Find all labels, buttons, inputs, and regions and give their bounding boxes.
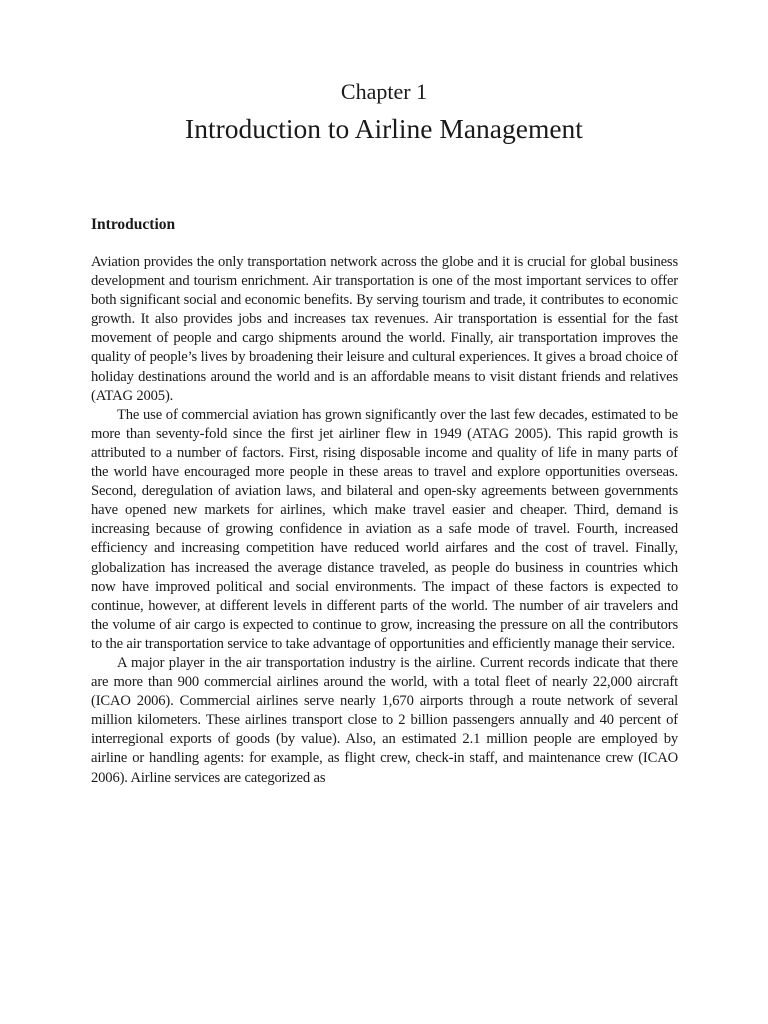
section-heading: Introduction xyxy=(91,216,176,233)
paragraph-1: Aviation provides the only transportation network across the globe and it is crucial for global business development and tourism enrichment. Air transportation is one of the most important services to offer both significant social and economic benefits. By serving tourism and trade, it contributes to economic growth. It also provides jobs and increases tax revenues. Air transportation is essential for the fast movement of people and cargo shipments around the world. Finally, air transportation improves the quality of people’s lives by broadening their leisure and cultural experiences. It gives a broad choice of holiday destinations around the world and is an affordable means to visit distant friends and relatives (ATAG 2005). xyxy=(91,254,678,404)
chapter-title: Introduction to Airline Management xyxy=(185,113,583,144)
paragraph-3: A major player in the air transportation industry is the airline. Current records indicate that there are more than 900 commercial airlines around the world, with a total fleet of nearly 22,000 aircraft (ICAO 2006). Commercial airlines serve nearly 1,670 airports through a route network of several million kilometers. These airlines transport close to 2 billion passengers annually and 40 percent of interregional exports of goods (by value). Also, an estimated 2.1 million people are employed by airline or handling agents: for example, as flight crew, check-in staff, and maintenance crew (ICAO 2006). Airline services are categorized as xyxy=(91,654,678,786)
paragraph-2: The use of commercial aviation has grown significantly over the last few decades, estimated to be more than seventy-fold since the first jet airliner flew in 1949 (ATAG 2005). This rapid growth is attributed to a number of factors. First, rising disposable income and quality of life in many parts of the world have encouraged more people in these areas to travel and explore opportunities overseas. Second, deregulation of aviation laws, and bilateral and open-sky agreements between governments have opened new markets for airlines, which make travel easier and cheaper. Third, demand is increasing because of growing confidence in aviation as a safe mode of travel. Fourth, increased efficiency and increasing competition have reduced world airfares and the cost of travel. Finally, globalization has increased the average distance traveled, as people do business in countries which now have improved political and social environments. The impact of these factors is expected to continue, however, at different levels in different parts of the world. The number of air travelers and the volume of air cargo is expected to continue to grow, increasing the pressure on all the contributors to the air transportation service to take advantage of opportunities and efficiently manage their service. xyxy=(91,406,678,652)
chapter-label: Chapter 1 xyxy=(340,79,428,104)
body-text xyxy=(91,253,678,788)
